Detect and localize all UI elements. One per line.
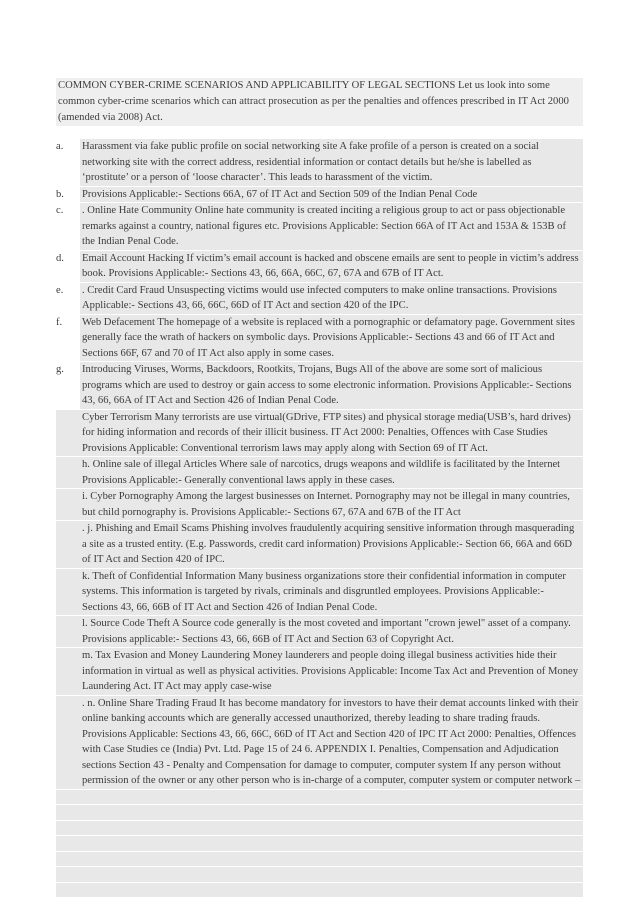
item-text: Introducing Viruses, Worms, Backdoors, Rootkits, Trojans, Bugs All of the above are some sort of malicious programs which are used to destroy or gain access to some electronic information. Provisions Applicable:- Sections 43, 66, 66A of IT Act and Section 426 of Indian Penal Code. — [80, 362, 583, 410]
indent-cell — [56, 790, 80, 806]
empty-cell — [80, 867, 583, 883]
list-item — [56, 203, 583, 251]
indent-cell — [56, 883, 80, 899]
list-item — [56, 362, 583, 410]
indent-cell — [56, 410, 80, 458]
continuation-block — [56, 696, 583, 790]
empty-row — [56, 836, 583, 852]
item-marker: a. — [56, 139, 80, 187]
indent-cell — [56, 696, 80, 790]
indent-cell — [56, 457, 80, 489]
empty-row — [56, 805, 583, 821]
item-text: Email Account Hacking If victim’s email account is hacked and obscene emails are sent to people in victim’s address book. Provisions Applicable:- Sections 43, 66, 66A, 66C, 67, 67A and 67B of IT Act. — [80, 251, 583, 283]
empty-row — [56, 821, 583, 837]
empty-row — [56, 852, 583, 868]
empty-cell — [80, 821, 583, 837]
indent-cell — [56, 805, 80, 821]
list-item — [56, 251, 583, 283]
empty-cell — [80, 805, 583, 821]
continuation-block — [56, 410, 583, 458]
empty-row — [56, 867, 583, 883]
indent-cell — [56, 852, 80, 868]
continuation-block — [56, 569, 583, 617]
indent-cell — [56, 836, 80, 852]
empty-cell — [80, 836, 583, 852]
empty-cell — [80, 883, 583, 899]
continuation-block — [56, 521, 583, 569]
continuation-block — [56, 648, 583, 696]
list-item — [56, 283, 583, 315]
item-text: . Online Hate Community Online hate community is created inciting a religious group to act or pass objectionable remarks against a country, national figures etc. Provisions Applicable: Section 66A of IT Act and 153A & 153B of the Indian Penal Code. — [80, 203, 583, 251]
indent-cell — [56, 648, 80, 696]
continuation-paragraph: m. Tax Evasion and Money Laundering Money launderers and people doing illegal business activities hide their information in virtual as well as physical activities. Provisions Applicable: Income Tax Act and Prevention of Money Laundering Act. IT Act may apply case-wise — [80, 648, 583, 696]
continuation-paragraph: i. Cyber Pornography Among the largest businesses on Internet. Pornography may not be illegal in many countries, but child pornography is. Provisions Applicable:- Sections 67, 67A and 67B of the IT Act — [80, 489, 583, 521]
item-marker: g. — [56, 362, 80, 410]
continuation-paragraph: . n. Online Share Trading Fraud It has become mandatory for investors to have their demat accounts linked with their online banking accounts which are generally accessed unauthorized, thereby leading to share trading frauds. Provisions Applicable: Sections 43, 66, 66C, 66D of IT Act and Section 420 of IPC IT Act 2000: Penalties, Offences with Case Studies ce (India) Pvt. Ltd. Page 15 of 24 6. APPENDIX I. Penalties, Compensation and Adjudication sections Section 43 - Penalty and Compensation for damage to computer, computer system If any person without permission of the owner or any other person who is in-charge of a computer, computer system or computer network – — [80, 696, 583, 790]
continuation-block — [56, 457, 583, 489]
item-marker: d. — [56, 251, 80, 283]
item-text: Web Defacement The homepage of a website is replaced with a pornographic or defamatory page. Government sites generally face the wrath of hackers on symbolic days. Provisions Applicable:- Sections 43 and 66 of IT Act and Sections 66F, 67 and 70 of IT Act also apply in some cases. — [80, 315, 583, 363]
empty-row — [56, 790, 583, 806]
list-item — [56, 139, 583, 187]
item-marker: e. — [56, 283, 80, 315]
list-item — [56, 315, 583, 363]
continuation-block — [56, 616, 583, 648]
indent-cell — [56, 489, 80, 521]
indent-cell — [56, 616, 80, 648]
empty-row — [56, 883, 583, 899]
continuation-paragraph: h. Online sale of illegal Articles Where sale of narcotics, drugs weapons and wildlife is facilitated by the Internet Provisions Applicable:- Generally conventional laws apply in these cases. — [80, 457, 583, 489]
empty-cell — [80, 852, 583, 868]
item-marker: c. — [56, 203, 80, 251]
intro-paragraph: COMMON CYBER-CRIME SCENARIOS AND APPLICABILITY OF LEGAL SECTIONS Let us look into some common cyber-crime scenarios which can attract prosecution as per the penalties and offences prescribed in IT Act 2000 (amended via 2008) Act. — [56, 78, 583, 127]
indent-cell — [56, 569, 80, 617]
list-item — [56, 187, 583, 204]
item-marker: f. — [56, 315, 80, 363]
indent-cell — [56, 821, 80, 837]
continuation-paragraph: k. Theft of Confidential Information Many business organizations store their confidential information in computer systems. This information is targeted by rivals, criminals and disgruntled employees. Provisions Applicable:- Sections 43, 66, 66B of IT Act and Section 426 of Indian Penal Code. — [80, 569, 583, 617]
indent-cell — [56, 867, 80, 883]
item-marker: b. — [56, 187, 80, 204]
spacer — [56, 127, 583, 139]
item-text: . Credit Card Fraud Unsuspecting victims would use infected computers to make online transactions. Provisions Applicable:- Sections 43, 66, 66C, 66D of IT Act and section 420 of the IPC. — [80, 283, 583, 315]
continuation-paragraph: l. Source Code Theft A Source code generally is the most coveted and important "crown jewel" asset of a company. Provisions applicable:- Sections 43, 66, 66B of IT Act and Section 63 of Copyright Act. — [80, 616, 583, 648]
continuation-paragraph: Cyber Terrorism Many terrorists are use virtual(GDrive, FTP sites) and physical storage media(USB’s, hard drives) for hiding information and records of their illicit business. IT Act 2000: Penalties, Offences with Case Studies Provisions Applicable: Conventional terrorism laws may apply along with Section 69 of IT Act. — [80, 410, 583, 458]
lettered-list — [56, 139, 583, 898]
item-text: Harassment via fake public profile on social networking site A fake profile of a person is created on a social networking site with the correct address, residential information or contact details but he/she is labelled as ‘prostitute’ or a person of ‘loose character’. This leads to harassment of the victim. — [80, 139, 583, 187]
continuation-paragraph: . j. Phishing and Email Scams Phishing involves fraudulently acquiring sensitive information through masquerading a site as a trusted entity. (E.g. Passwords, credit card information) Provisions Applicable:- Section 66, 66A and 66D of IT Act and Section 420 of IPC. — [80, 521, 583, 569]
continuation-block — [56, 489, 583, 521]
indent-cell — [56, 521, 80, 569]
document-page — [56, 78, 583, 898]
empty-cell — [80, 790, 583, 806]
item-text: Provisions Applicable:- Sections 66A, 67 of IT Act and Section 509 of the Indian Penal Code — [80, 187, 583, 204]
